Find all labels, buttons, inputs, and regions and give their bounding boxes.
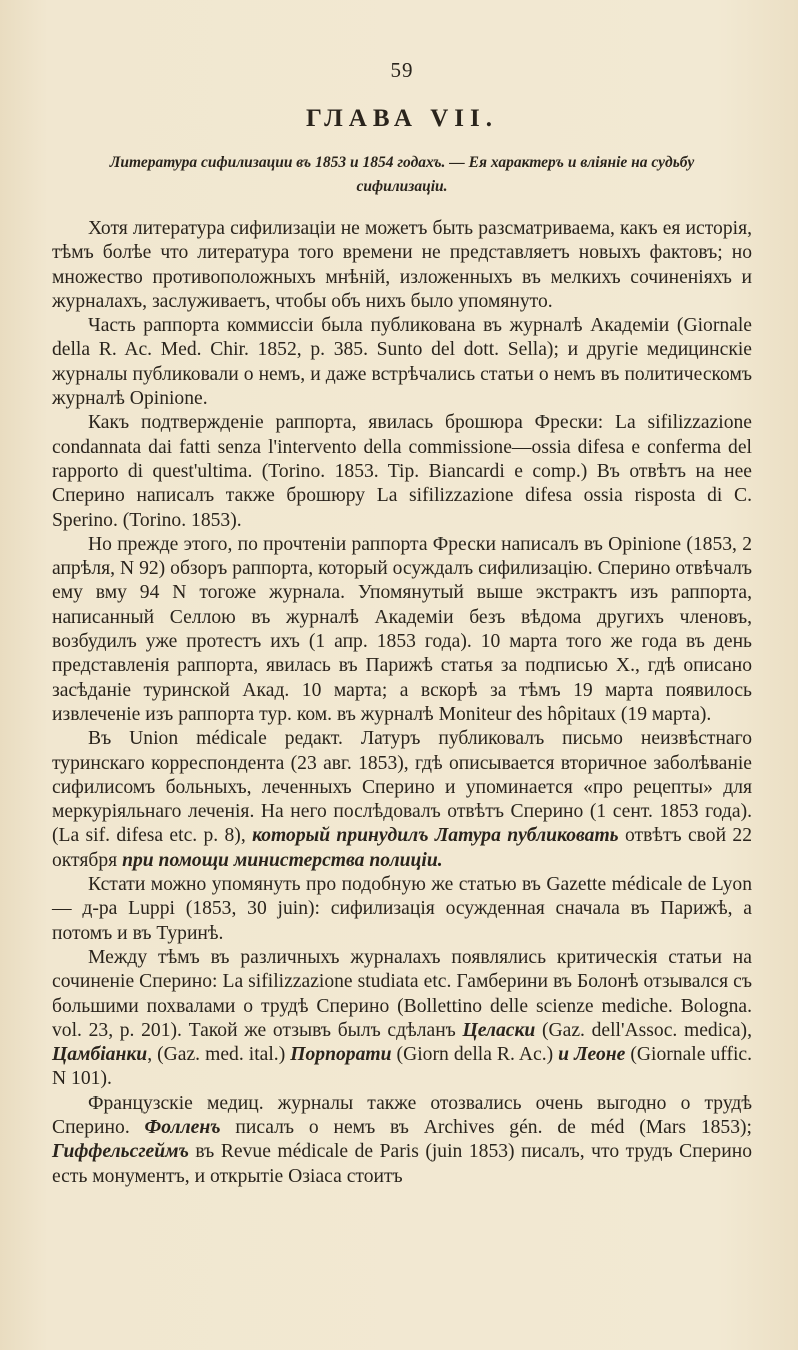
paragraph (52, 946, 752, 1092)
text-run: Какъ подтвержденіе раппорта, явилась брошюра Фрески: La sifilizzazione condannata dai fatti senza l'intervento della commissione—ossia difesa e conferma del rapporto di quest'ultima. (Torino. 1853. Tip. Biancardi e comp.) Въ отвѣтъ на нее Сперино написалъ также брошюру La sifilizzazione difesa ossia risposta di C. Sperino. (Torino. 1853). (52, 412, 752, 531)
text-run: Хотя литература сифилизаціи не можетъ быть разсматриваема, какъ ея исторія, тѣмъ болѣе что литература того времени не представляетъ новыхъ фактовъ; но множество противоположныхъ мнѣній, изложенныхъ въ мелкихъ сочиненіяхъ и журналахъ, заслуживаетъ, чтобы объ нихъ было упомянуто. (52, 218, 752, 312)
paragraph (52, 217, 752, 314)
text-run: (Giornale uffic. N 101). (52, 1044, 753, 1090)
italic-text: который принудилъ Латура публиковать (252, 825, 619, 847)
text-run: Французскіе медиц. журналы также отозвались очень выгодно о трудѣ Сперино. (52, 1092, 752, 1138)
paragraph (52, 1092, 752, 1189)
paragraph (52, 314, 752, 411)
text-run: Но прежде этого, по прочтеніи раппорта Фрески написалъ въ Opinione (1853, 2 апрѣля, N 92) обзоръ раппорта, который осуждалъ сифилизацію. Сперино отвѣчалъ ему вму 94 N тогоже журнала. Упомянутый выше экстрактъ изъ раппорта, написанный Селлою въ журналѣ Академіи безъ вѣдома другихъ членовъ, возбудилъ уже протестъ ихъ (1 апр. 1853 года). 10 марта того же года въ день представленія раппорта, явилась въ Парижѣ статья за подписью X., гдѣ описано засѣданіе туринской Акад. 10 марта; а вскорѣ за тѣмъ 19 марта появилось извлеченіе изъ раппорта тур. ком. въ журналѣ Moniteur des hôpitaux (19 марта). (52, 533, 752, 725)
text-run: отвѣтъ свой 22 октября (52, 825, 752, 871)
text-run: писалъ о немъ въ Archives gén. de méd (Mars 1853); (220, 1116, 752, 1138)
text-run: Въ Union médicale редакт. Латуръ публиковалъ письмо неизвѣстнаго туринскаго корреспондента (23 авг. 1853), гдѣ описывается вторичное заболѣваніе сифилисомъ больныхъ, леченныхъ Сперино и упоминается «про рецепты» для меркуріяльнаго леченія. На него послѣдовалъ отвѣтъ Сперино (1 сент. 1853 года). (La sif. difesa etc. p. 8), (52, 728, 752, 847)
text-run: въ Revue médicale de Paris (juin 1853) писалъ, что трудъ Сперино есть монументъ, и открытіе Озіаса стоитъ (52, 1141, 752, 1187)
text-run: Кстати можно упомянуть про подобную же статью въ Gazette médicale de Lyon — д-ра Luppi (1853, 30 juin): сифилизація осужденная сначала въ Парижѣ, а потомъ и въ Туринѣ. (52, 874, 752, 944)
text-run: (Giorn della R. Ac.) (391, 1044, 559, 1066)
text-run: Между тѣмъ въ различныхъ журналахъ появлялись критическія статьи на сочиненіе Сперино: La sifilizzazione studiata etc. Гамберини въ Болонѣ отзывался съ большими похвалами о трудѣ Сперино (Bollettino delle scienze mediche. Bologna. vol. 23, p. 201). Такой же отзывъ былъ сдѣланъ (52, 946, 752, 1041)
italic-text: Фолленъ (144, 1116, 221, 1138)
paragraph (52, 533, 752, 727)
chapter-subtitle: Литература сифилизации въ 1853 и 1854 годахъ. — Ея характеръ и вліяніе на судьбу сифилизаціи. (109, 154, 695, 195)
chapter-title: ГЛАВА VII. (306, 105, 498, 132)
italic-text: Гиффельсгеймъ (52, 1141, 189, 1163)
text-run: , (Gaz. med. ital.) (147, 1044, 291, 1066)
italic-text: Цамбіанки (52, 1044, 148, 1066)
paragraph (52, 411, 752, 532)
text-run: Часть раппорта коммиссіи была публикована въ журналѣ Академіи (Giornale della R. Ac. Med. Chir. 1852, p. 385. Sunto del dott. Sella); и другіе медицинскіе журналы публиковали о немъ, и даже встрѣчались статьи о немъ въ политическомъ журналѣ Opinione. (52, 315, 752, 410)
text-run: (Gaz. dell'Assoc. medica), (535, 1019, 752, 1041)
paragraph (52, 727, 752, 873)
page-number: 59 (390, 58, 414, 82)
italic-text: Целаски (462, 1019, 536, 1041)
italic-text: при помощи министерства полиціи. (122, 849, 443, 871)
body-text (52, 217, 752, 1189)
italic-text: Порпорати (290, 1044, 392, 1066)
paragraph (52, 873, 752, 946)
italic-text: и Леоне (558, 1044, 626, 1066)
